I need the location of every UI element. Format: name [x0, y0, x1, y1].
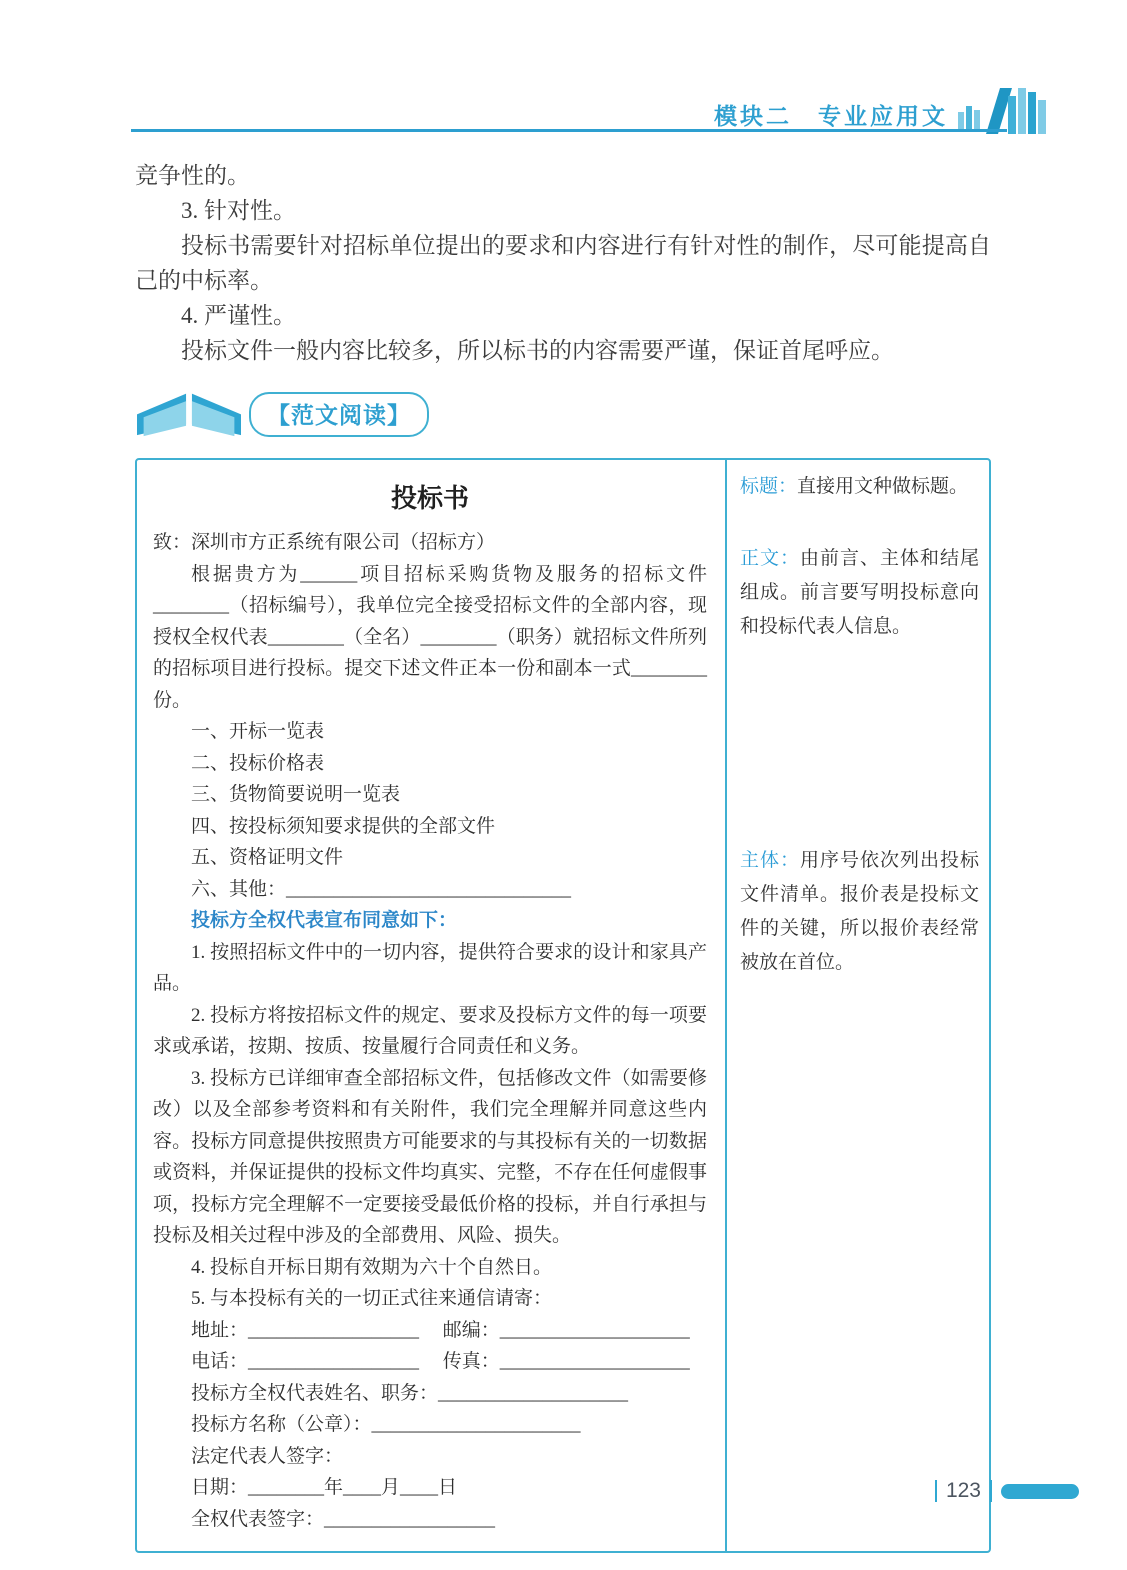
- annotation-label: 标题：: [740, 476, 798, 497]
- document-closing-line: 投标方全权代表姓名、职务：____________________: [191, 1382, 629, 1404]
- intro-section: [135, 158, 991, 368]
- annotation-text: 由前言、主体和结尾组成。前言要写明投标意向和投标代表人信息。: [740, 548, 979, 637]
- document-closing-line: 日期：________年____月____日: [191, 1477, 458, 1498]
- document-agree-item: 2. 投标方将按招标文件的规定、要求及投标方文件的每一项要求或承诺，按期、按质、按量履行合同责任和义务。: [153, 1004, 707, 1057]
- document-list-item: 四、按投标须知要求提供的全部文件: [191, 815, 496, 837]
- module-header-title: 模块二 专业应用文: [714, 103, 948, 129]
- document-addressee-line: 致：深圳市方正系统有限公司（招标方）: [153, 532, 496, 553]
- document-title: 投标书: [390, 484, 469, 513]
- document-closing-line: 地址：__________________ 邮编：____________________: [191, 1319, 690, 1341]
- sample-document: [137, 460, 727, 1551]
- page-content: [135, 158, 991, 1553]
- document-agree-item: 4. 投标自开标日期有效期为六十个自然日。: [191, 1256, 553, 1278]
- header-divider-rule: [131, 129, 1007, 132]
- intro-paragraph: 投标书需要针对招标单位提出的要求和内容进行有针对性的制作，尽可能提高自己的中标率。: [135, 233, 991, 293]
- intro-paragraph: 投标文件一般内容比较多，所以标书的内容需要严谨，保证首尾呼应。: [181, 338, 894, 363]
- page-number: 123: [945, 1479, 981, 1502]
- section-badge: 【范文阅读】: [249, 392, 429, 437]
- annotation-label: 正文：: [740, 548, 800, 569]
- intro-paragraph: 3. 针对性。: [181, 198, 296, 223]
- document-list-item: 六、其他：______________________________: [191, 878, 572, 900]
- document-agree-item: 5. 与本投标有关的一切正式往来通信请寄：: [191, 1288, 553, 1309]
- page-footer: [935, 1480, 1079, 1502]
- footer-divider-bar: [990, 1480, 992, 1502]
- document-agree-heading: 投标方全权代表宣布同意如下：: [191, 910, 458, 931]
- footer-accent-bar: [1001, 1484, 1079, 1499]
- document-list-item: 一、开标一览表: [191, 721, 325, 742]
- document-closing-line: 投标方名称（公章）：______________________: [191, 1414, 581, 1435]
- annotation-text: 用序号依次列出投标文件清单。报价表是投标文件的关键，所以报价表经常被放在首位。: [740, 850, 979, 973]
- document-agree-item: 3. 投标方已详细审查全部招标文件，包括修改文件（如需要修改）以及全部参考资料和有关附件，我们完全理解并同意这些内容。投标方同意提供按照贵方可能要求的与其投标有关的一切数据或资料，并保证提供的投标文件均真实、完整，不存在任何虚假事项，投标方完全理解不一定要接受最低价格的投标，并自行承担与投标及相关过程中涉及的全部费用、风险、损失。: [153, 1067, 707, 1246]
- document-opening-paragraph: 根据贵方为______项目招标采购货物及服务的招标文件________（招标编号），我单位完全接受招标文件的全部内容，现授权全权代表________（全名）________（职务）就招标文件所列的招标项目进行投标。提交下述文件正本一份和副本一式________份。: [153, 563, 707, 711]
- annotation-title: [740, 470, 979, 504]
- footer-divider-bar: [935, 1480, 937, 1502]
- annotation-label: 主体：: [740, 850, 800, 871]
- document-list-item: 三、货物简要说明一览表: [191, 784, 401, 805]
- document-closing-line: 全权代表签字：__________________: [191, 1508, 496, 1530]
- intro-paragraph: 4. 严谨性。: [181, 303, 296, 328]
- document-closing-line: 电话：__________________ 传真：____________________: [191, 1351, 690, 1372]
- document-closing-line: 法定代表人签字：: [191, 1445, 344, 1467]
- sample-document-box: [135, 458, 991, 1553]
- annotation-main: [740, 844, 979, 980]
- annotation-column: [727, 460, 989, 1551]
- intro-paragraph: 竞争性的。: [135, 163, 250, 188]
- document-list-item: 二、投标价格表: [191, 752, 325, 774]
- document-agree-item: 1. 按照招标文件中的一切内容，提供符合要求的设计和家具产品。: [153, 941, 707, 994]
- open-book-icon: [135, 386, 243, 443]
- document-list-item: 五、资格证明文件: [191, 847, 344, 868]
- annotation-body: [740, 542, 979, 644]
- annotation-text: 直接用文种做标题。: [797, 476, 969, 497]
- section-badge-row: [135, 388, 991, 440]
